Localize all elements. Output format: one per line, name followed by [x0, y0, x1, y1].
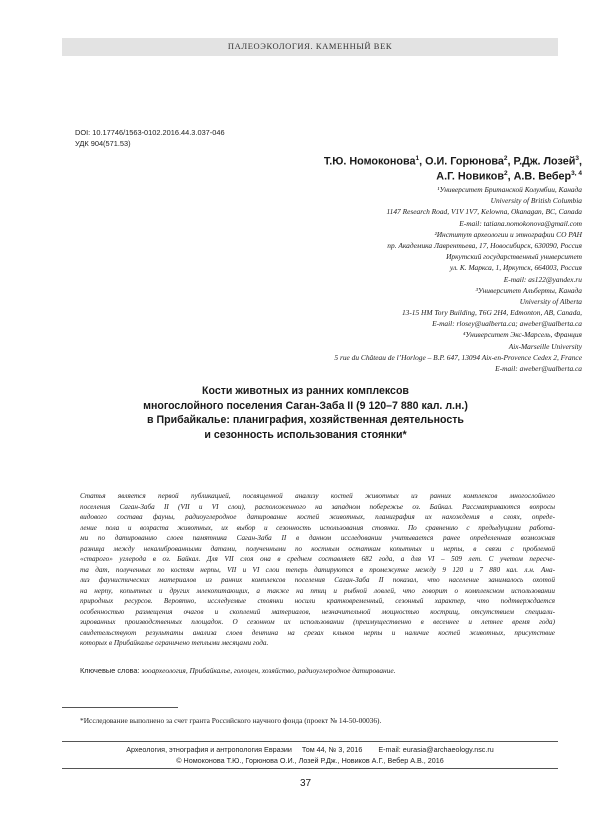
affiliation-email: E-mail: as122@yandex.ru	[503, 274, 582, 284]
abstract-line: Статья является первой публикацией, посвященной анализу костей животных из ранних комплексов многослойного	[80, 492, 555, 500]
author-sep: ,	[507, 155, 514, 168]
abstract-line: разница между некалиброванными датами, полученными по костным остаткам копытных и нерпы, в связи с проблемой	[80, 544, 555, 553]
affiliation-line: 1147 Research Road, V1V 1V7, Kelowna, Okanagan, BC, Canada	[386, 207, 582, 217]
abstract-line: ление пола и возраста животных, их выбор и сезонность использования стоянки. По сравнению с предыдущими работа-	[80, 523, 555, 532]
affiliation-line: ¹Университет Британской Колумбии, Канада	[437, 185, 582, 194]
abstract-line: природных ресурсов. Вероятно, исследуемые стоянки носили кратковременный, сезонный характер, что подтверждается	[80, 597, 555, 605]
author-affil-mark: 3, 4	[571, 170, 582, 177]
journal-top-rule	[62, 741, 558, 742]
author-name: А.Г. Новиков	[436, 170, 504, 183]
doi: DOI: 10.17746/1563-0102.2016.44.3.037-046	[75, 128, 225, 137]
section-header: ПАЛЕОЭКОЛОГИЯ. КАМЕННЫЙ ВЕК	[227, 41, 393, 51]
affiliation-line: ул. К. Маркса, 1, Иркутск, 664003, Россия	[449, 263, 582, 273]
author-sep: ,	[507, 170, 514, 183]
journal-volume: Том 44, № 3, 2016	[301, 745, 363, 754]
journal-email: E-mail: eurasia@archaeology.nsc.ru	[378, 745, 494, 754]
abstract-line: поселения Саган-Заба II (VII и VI слои), расположенного на западном побережье оз. Байкал. Рассматриваются вопросы	[80, 502, 555, 511]
journal-info-line	[62, 745, 558, 754]
author-sep: ,	[579, 155, 582, 168]
abstract	[80, 491, 555, 649]
journal-bottom-rule	[62, 768, 558, 769]
abstract-line: зированных производственных площадок. О сезонном их использовании (преимущественно в весеннее и летнее время года)	[80, 618, 555, 626]
keywords-text: зооархеология, Прибайкалье, голоцен, хозяйство, радиоуглеродное датирование.	[141, 666, 396, 675]
abstract-line: свидетельствуют результаты анализа слоев дентина на срезах клыков нерпы и наличие костей животных, присутствие	[80, 628, 555, 637]
abstract-line: которых в Прибайкалье ограничено теплыми месяцами года.	[80, 639, 269, 647]
page-number: 37	[299, 778, 312, 789]
affiliation-email: E-mail: aweber@ualberta.ca	[495, 364, 582, 373]
abstract-line: ми по датированию слоев памятника Саган-Заба II в данном исследовании учитывается ранее определенная возможная	[80, 534, 555, 542]
abstract-line: «старого» углерода в оз. Байкал. Для VII слоя она в среднем составляет 682 года, а для VI – 509 лет. С учетом пересче-	[80, 555, 555, 563]
abstract-line: та дат, полученных по костям нерпы, VII и VI слои теперь датируются в промежутке между 9 120 и 7 880 кал. л.н. Ана-	[80, 565, 555, 574]
author-name: Т.Ю. Номоконова	[323, 155, 416, 168]
title-line: многослойного поселения Саган-Заба II (9 120–7 880 кал. л.н.)	[143, 399, 468, 412]
abstract-line: видового состава фауны, радиоуглеродное датирование костей животных, планиграфия их нахождения в слоях, опреде-	[80, 513, 555, 521]
footnote: *Исследование выполнено за счет гранта Российского научного фонда (проект № 14-50-00036).	[80, 716, 382, 725]
affiliation-email: E-mail: rlosey@ualberta.ca; aweber@ualberta.ca	[432, 319, 582, 329]
affiliation-line: Иркутский государственный университет	[446, 252, 582, 262]
affiliation-line: Aix-Marseille University	[508, 341, 582, 351]
author-name: Р.Дж. Лозей	[513, 155, 576, 168]
udk: УДК 904(571.53)	[75, 139, 131, 148]
affiliation-line: ²Институт археологии и этнографии СО РАН	[434, 229, 582, 239]
affiliation-line: University of Alberta	[519, 296, 582, 306]
title-line: в Прибайкалье: планиграфия, хозяйственная деятельность	[147, 414, 464, 426]
footnote-divider	[62, 707, 178, 708]
author-affil-mark: 3	[575, 155, 579, 162]
article-title	[70, 384, 541, 442]
abstract-line: особенностью размещения очагов и скоплений материалов, незначительной мощностью кострищ, отсутствием специали-	[80, 607, 555, 616]
authors-line-1	[202, 155, 582, 168]
affiliation-line: University of British Columbia	[490, 196, 582, 206]
author-affil-mark: 2	[503, 155, 508, 162]
affiliation-email: E-mail: tatiana.nomokonova@gmail.com	[459, 218, 582, 228]
affiliation-line: 5 rue du Château de l’Horloge – B.P. 647, 13094 Aix-en-Provence Cedex 2, France	[334, 352, 582, 362]
author-affil-mark: 2	[504, 170, 508, 177]
title-line: Кости животных из ранних комплексов	[202, 385, 409, 397]
affiliations	[162, 184, 582, 374]
authors-line-2	[202, 170, 582, 183]
title-footnote-mark: *	[402, 428, 407, 441]
journal-name: Археология, этнография и антропология Евразии	[126, 745, 292, 754]
author-name: А.В. Вебер	[513, 170, 572, 183]
affiliation-line: 13-15 HM Tory Building, T6G 2H4, Edmonton, AB, Canada,	[401, 308, 582, 318]
copyright: © Номоконова Т.Ю., Горюнова О.И., Лозей Р.Дж., Новиков А.Г., Вебер А.В., 2016	[176, 756, 444, 765]
keywords	[80, 666, 396, 675]
abstract-line: на нерпу, копытных и других млекопитающих, а также на птиц и рыбной ловлей, что говорит о комплексном использовании	[80, 586, 555, 595]
title-line: и сезонность использования стоянки	[204, 428, 403, 441]
affiliation-line: пр. Академика Лаврентьева, 17, Новосибирск, 630090, Россия	[387, 240, 582, 250]
author-affil-mark: 1	[415, 155, 420, 162]
author-name: О.И. Горюнова	[425, 155, 504, 168]
abstract-line: лиз фаунистических материалов из ранних комплексов поселения Саган-Заба II показал, что население занималось охотой	[80, 576, 555, 584]
author-sep: ,	[419, 155, 426, 168]
affiliation-line: ³Университет Альберты, Канада	[475, 285, 582, 295]
affiliation-line: ⁴Университет Экс-Марсель, Франция	[462, 330, 582, 340]
keywords-label: Ключевые слова:	[80, 666, 140, 675]
